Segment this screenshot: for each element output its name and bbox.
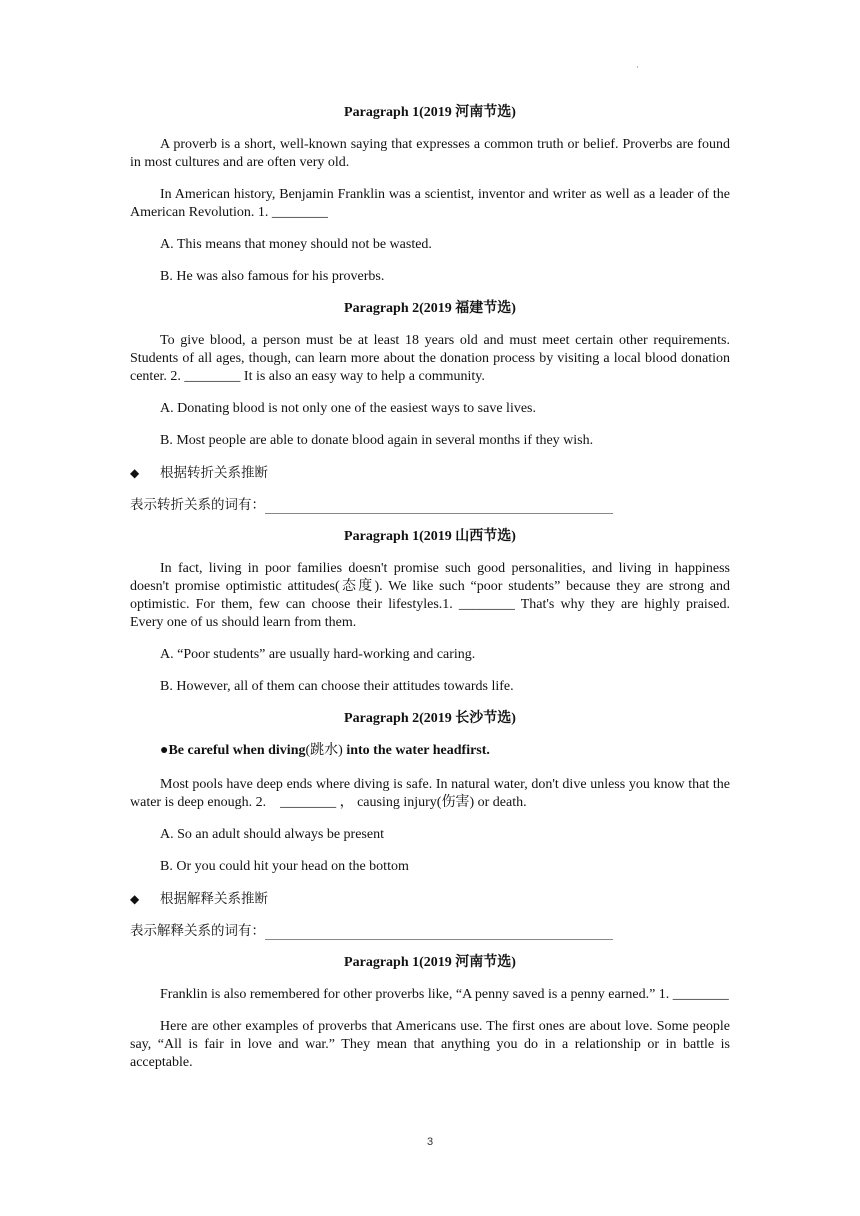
section-heading: Paragraph 1(2019 河南节选) <box>344 955 516 970</box>
document-content <box>130 104 730 1086</box>
fill-in-line <box>130 922 730 940</box>
fill-in-label: 表示转折关系的词有： <box>130 497 265 513</box>
tip-line-rest: into the water headfirst. <box>342 743 490 758</box>
page-number: 3 <box>426 1136 434 1148</box>
section-heading: Paragraph 2(2019 福建节选) <box>344 301 516 316</box>
answer-option: B. Or you could hit your head on the bottom <box>160 859 409 874</box>
answer-option: A. So an adult should always be present <box>160 827 384 842</box>
topic-bullet-label: 根据解释关系推断 <box>160 891 268 907</box>
topic-bullet-label: 根据转折关系推断 <box>160 465 268 481</box>
section-heading: Paragraph 1(2019 河南节选) <box>344 105 516 120</box>
answer-option: A. This means that money should not be wasted. <box>160 237 432 252</box>
diamond-bullet-icon: ◆ <box>130 892 140 906</box>
answer-option: B. Most people are able to donate blood again in several months if they wish. <box>160 433 594 448</box>
top-mark: · <box>636 62 639 72</box>
fill-in-line <box>130 496 730 514</box>
paragraph: Here are other examples of proverbs that Americans use. The first ones are about love. Some people say, “All is fair in love and war.” They mean that anything you do in a relationship or in battle is acceptable. <box>130 1019 730 1070</box>
answer-option: A. “Poor students” are usually hard-working and caring. <box>160 647 476 662</box>
tip-line <box>130 742 730 760</box>
answer-blank[interactable] <box>265 925 613 940</box>
paragraph: A proverb is a short, well-known saying that expresses a common truth or belief. Proverbs are found in most cultures and are often very old. <box>130 137 730 170</box>
answer-option: B. However, all of them can choose their attitudes towards life. <box>160 679 514 694</box>
paragraph: In fact, living in poor families doesn't promise such good personalities, and living in happiness doesn't promise optimistic attitudes(态度). We like such “poor students” because they are strong and optimistic. For them, few can choose their lifestyles.1. ________ That's why they are highly praised. Every one of us should learn from them. <box>130 561 730 630</box>
tip-line-start: ●Be careful when diving <box>160 743 306 758</box>
answer-option: B. He was also famous for his proverbs. <box>160 269 385 284</box>
diamond-bullet-icon: ◆ <box>130 466 140 480</box>
section-heading: Paragraph 1(2019 山西节选) <box>344 529 516 544</box>
answer-blank[interactable] <box>265 499 613 514</box>
paragraph: Franklin is also remembered for other proverbs like, “A penny saved is a penny earned.” 1. ________ <box>160 987 729 1002</box>
topic-bullet <box>130 464 730 482</box>
paragraph: Most pools have deep ends where diving is safe. In natural water, don't dive unless you know that the water is deep enough. 2. ________ ， causing injury(伤害) or death. <box>130 777 730 810</box>
topic-bullet <box>130 890 730 908</box>
paragraph: In American history, Benjamin Franklin was a scientist, inventor and writer as well as a leader of the American Revolution. 1. ________ <box>130 187 730 220</box>
tip-line-paren: (跳水) <box>305 743 343 758</box>
paragraph: To give blood, a person must be at least 18 years old and must meet certain other requirements. Students of all ages, though, can learn more about the donation process by visiting a local blood donation center. 2. ________ It is also an easy way to help a community. <box>130 333 730 384</box>
fill-in-label: 表示解释关系的词有： <box>130 923 265 939</box>
section-heading: Paragraph 2(2019 长沙节选) <box>344 711 516 726</box>
answer-option: A. Donating blood is not only one of the easiest ways to save lives. <box>160 401 536 416</box>
